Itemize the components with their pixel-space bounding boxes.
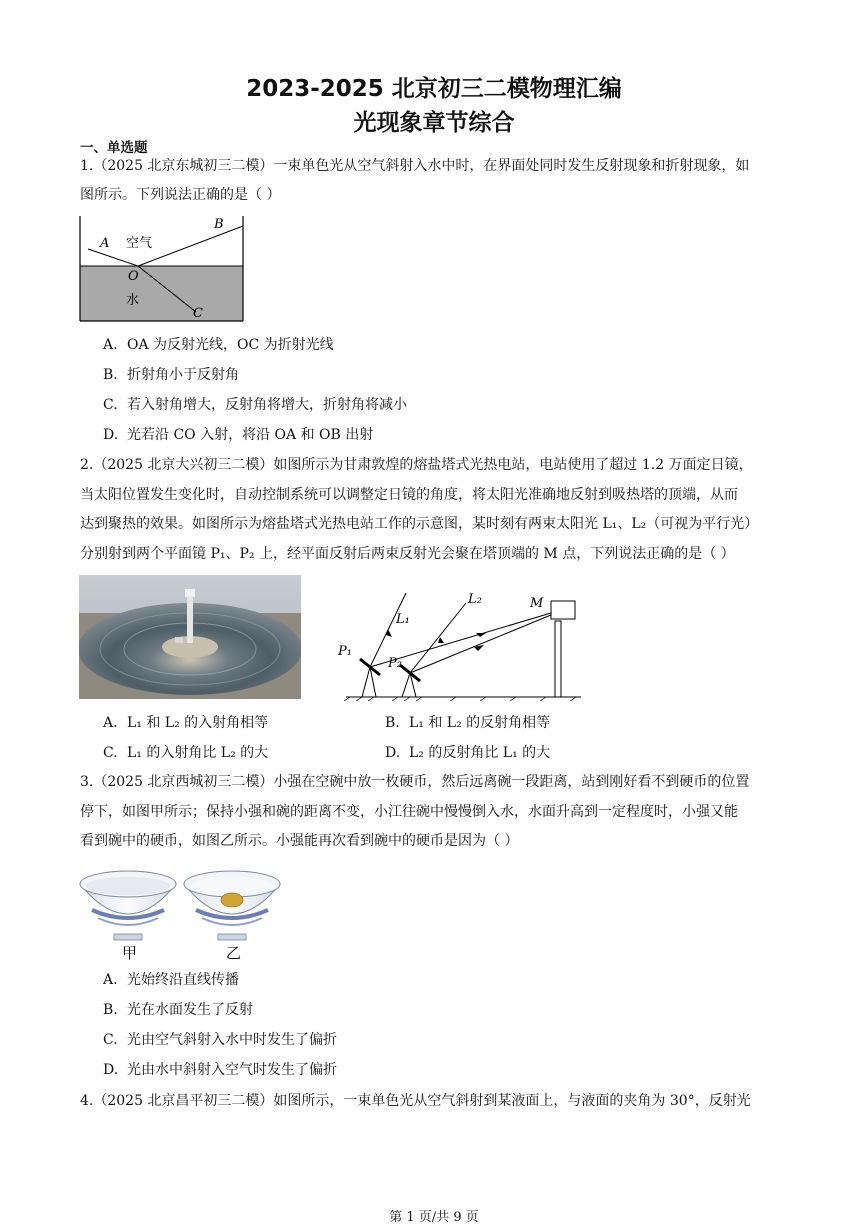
- q1-stem-line2: 图所示。下列说法正确的是（ ）: [80, 187, 281, 203]
- q3-bowls-figure: [78, 864, 284, 960]
- q2-tower-diagram: [336, 585, 586, 701]
- q3-option-a[interactable]: A. 光始终沿直线传播: [103, 972, 239, 988]
- q3-option-d[interactable]: D. 光由水中斜射入空气时发生了偏折: [103, 1062, 337, 1078]
- section-heading: 一、单选题: [80, 140, 148, 156]
- q2-label-l2: L₂: [468, 592, 482, 607]
- q3-label-yi: 乙: [226, 944, 242, 960]
- q1-label-c: C: [193, 306, 203, 321]
- q1-stem-line1: 1.（2025 北京东城初三二模）一束单色光从空气斜射入水中时，在界面处同时发生反射现象和折射现象，如: [80, 158, 750, 174]
- q2-stem-line2: 当太阳位置发生变化时，自动控制系统可以调整定日镜的角度，将太阳光准确地反射到吸热塔的顶端，从而: [80, 487, 738, 503]
- bowl-left: [80, 871, 176, 940]
- q3-label-jia: 甲: [122, 944, 138, 960]
- q2-label-p2: P₂: [388, 656, 402, 671]
- q3-option-c[interactable]: C. 光由空气斜射入水中时发生了偏折: [103, 1032, 337, 1048]
- page-number: 第 1 页/共 9 页: [389, 1210, 479, 1225]
- q3-stem-line3: 看到碗中的硬币，如图乙所示。小强能再次看到碗中的硬币是因为（ ）: [80, 833, 519, 849]
- page-title: 2023-2025 北京初三二模物理汇编: [246, 76, 622, 102]
- q2-label-m: M: [530, 596, 544, 611]
- q1-label-a: A: [100, 236, 110, 251]
- page-subtitle: 光现象章节综合: [353, 110, 515, 136]
- q1-label-b: B: [214, 217, 224, 232]
- bowl-right: [184, 871, 280, 940]
- q2-option-d[interactable]: D. L₂ 的反射角比 L₁ 的大: [385, 745, 551, 761]
- q3-stem-line2: 停下，如图甲所示；保持小强和碗的距离不变，小江往碗中慢慢倒入水，水面升高到一定程度时，小强又能: [80, 804, 738, 820]
- q2-label-p1: P₁: [338, 644, 352, 659]
- q2-solar-plant-photo: [79, 575, 301, 699]
- q1-refraction-figure: [78, 214, 248, 324]
- q1-option-c[interactable]: C. 若入射角增大，反射角将增大，折射角将减小: [103, 397, 407, 413]
- q2-option-a[interactable]: A. L₁ 和 L₂ 的入射角相等: [103, 715, 269, 731]
- q1-option-b[interactable]: B. 折射角小于反射角: [103, 367, 239, 383]
- q2-option-c[interactable]: C. L₁ 的入射角比 L₂ 的大: [103, 745, 269, 761]
- q4-stem-line1: 4.（2025 北京昌平初三二模）如图所示，一束单色光从空气斜射到某液面上，与液面的夹角为 30°，反射光: [80, 1093, 751, 1109]
- q1-label-water: 水: [126, 293, 140, 308]
- q2-stem-line3: 达到聚热的效果。如图所示为熔盐塔式光热电站工作的示意图，某时刻有两束太阳光 L₁、L₂（可视为平行光）: [80, 516, 759, 532]
- q3-option-b[interactable]: B. 光在水面发生了反射: [103, 1002, 253, 1018]
- q1-option-d[interactable]: D. 光若沿 CO 入射，将沿 OA 和 OB 出射: [103, 427, 374, 443]
- q2-stem-line1: 2.（2025 北京大兴初三二模）如图所示为甘肃敦煌的熔盐塔式光热电站，电站使用了超过 1.2 万面定日镜，: [80, 457, 753, 473]
- q2-stem-line4: 分别射到两个平面镜 P₁、P₂ 上，经平面反射后两束反射光会聚在塔顶端的 M 点，下列说法正确的是（ ）: [80, 546, 735, 562]
- q2-option-b[interactable]: B. L₁ 和 L₂ 的反射角相等: [385, 715, 551, 731]
- q2-label-l1: L₁: [396, 612, 410, 627]
- q3-stem-line1: 3.（2025 北京西城初三二模）小强在空碗中放一枚硬币，然后远离碗一段距离，站到刚好看不到硬币的位置: [80, 774, 750, 790]
- q1-label-o: O: [128, 269, 139, 284]
- q1-option-a[interactable]: A. OA 为反射光线，OC 为折射光线: [103, 337, 334, 353]
- q1-label-air: 空气: [126, 236, 153, 251]
